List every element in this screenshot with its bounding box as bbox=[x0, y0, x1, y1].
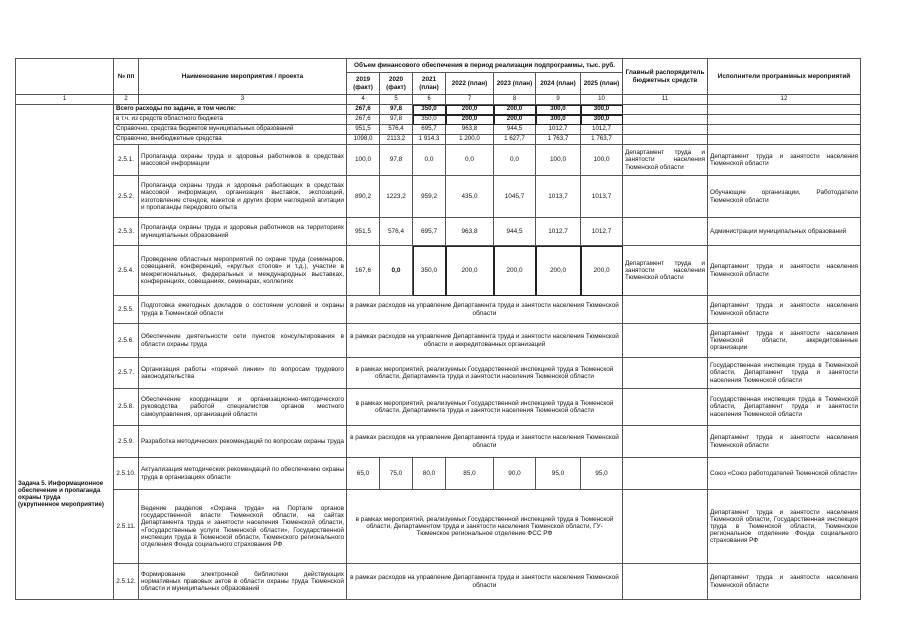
row-value: 200,0 bbox=[494, 246, 536, 296]
row-exec: Департамент труда и занятости населения Тюменской области bbox=[708, 564, 861, 600]
row-manager bbox=[623, 324, 708, 358]
row-exec: Союз «Союз работодателей Тюменской области» bbox=[708, 458, 861, 490]
row-manager: Департамент труда и занятости населения Тюменской области bbox=[623, 246, 708, 296]
row-num: 2.5.7. bbox=[114, 358, 139, 389]
header-funding: Объем финансового обеспечения в период реализации подпрограммы, тыс. руб. bbox=[347, 59, 623, 73]
summary-value: 200,0 bbox=[494, 105, 536, 115]
row-value: 963,8 bbox=[446, 218, 494, 246]
summary-value: 1 627,7 bbox=[494, 135, 536, 145]
row-exec: Департамент труда и занятости населения Тюменской области bbox=[708, 145, 861, 176]
row-value: 80,0 bbox=[413, 458, 446, 490]
table-row bbox=[16, 426, 861, 458]
summary-value: 300,0 bbox=[536, 115, 581, 125]
table-row bbox=[16, 296, 861, 324]
row-exec: Департамент труда и занятости населения Тюменской области bbox=[708, 296, 861, 324]
row-num: 2.5.6. bbox=[114, 324, 139, 358]
header-name: Наименование мероприятия / проекта bbox=[139, 59, 347, 95]
row-exec: Департамент труда и занятости населения Тюменской области bbox=[708, 246, 861, 296]
summary-label: в т.ч. из средств областного бюджета bbox=[114, 115, 347, 125]
row-num: 2.5.3. bbox=[114, 218, 139, 246]
column-number: 11 bbox=[623, 95, 708, 105]
row-exec: Обучающие организации, Работодатели Тюменской области bbox=[708, 176, 861, 218]
row-value: 1012,7 bbox=[536, 218, 581, 246]
row-num: 2.5.11. bbox=[114, 490, 139, 564]
row-manager bbox=[623, 458, 708, 490]
summary-value: 300,0 bbox=[536, 105, 581, 115]
row-value: 0,0 bbox=[446, 145, 494, 176]
summary-value: 200,0 bbox=[494, 115, 536, 125]
row-exec: Государственная инспекция труда в Тюменской области, Департамент труда и занятости населения Тюменской области bbox=[708, 358, 861, 389]
summary-value: 350,0 bbox=[413, 115, 446, 125]
table-row bbox=[16, 218, 861, 246]
row-value: 200,0 bbox=[536, 246, 581, 296]
funding-table bbox=[15, 58, 861, 600]
summary-value: 267,6 bbox=[347, 105, 380, 115]
row-name: Пропаганда охраны труда и здоровья работников в средствах массовой информации bbox=[139, 145, 347, 176]
row-span-note: в рамках расходов на управление Департамента труда и занятости населения Тюменской области bbox=[347, 564, 623, 600]
row-value: 200,0 bbox=[581, 246, 623, 296]
row-value: 97,8 bbox=[380, 145, 413, 176]
row-exec: Департамент труда и занятости населения Тюменской области, Государственная инспекция труда в Тюменской области, Тюменское региональное отделение Фонда социального страхования РФ bbox=[708, 490, 861, 564]
row-span-note: в рамках мероприятий, реализуемых Государственной инспекцией труда в Тюменской области, Департамента труда и занятости населения Тюменской области bbox=[347, 358, 623, 389]
row-name: Проведение областных мероприятий по охране труда (семинаров, совещаний, конференций, «круглых столов» и т.д.), участие в межрегиональных, федеральных и международных выставках, конференциях, совещаниях, семинарах, коллегиях bbox=[139, 246, 347, 296]
row-value: 0,0 bbox=[413, 145, 446, 176]
task-cell bbox=[16, 105, 114, 600]
year-header: 2025 (план) bbox=[581, 73, 623, 95]
column-number: 1 bbox=[16, 95, 114, 105]
summary-value: 200,0 bbox=[446, 115, 494, 125]
task-title: Задача 5. Информационное обеспечение и пропаганда охраны труда bbox=[18, 480, 104, 502]
row-num: 2.5.1. bbox=[114, 145, 139, 176]
table-row bbox=[16, 389, 861, 426]
row-num: 2.5.2. bbox=[114, 176, 139, 218]
summary-label: Справочно, внебюджетные средства bbox=[114, 135, 347, 145]
row-name: Пропаганда охраны труда и здоровья работников на территориях муниципальных образований bbox=[139, 218, 347, 246]
summary-value: 1 763,7 bbox=[581, 135, 623, 145]
column-number: 2 bbox=[114, 95, 139, 105]
row-name: Организация работы «горячей линии» по вопросам трудового законодательства bbox=[139, 358, 347, 389]
row-value: 1013,7 bbox=[581, 176, 623, 218]
row-exec: Департамент труда и занятости населения Тюменской области bbox=[708, 426, 861, 458]
table-row bbox=[16, 490, 861, 564]
row-manager bbox=[623, 218, 708, 246]
table-row bbox=[16, 358, 861, 389]
row-manager bbox=[623, 389, 708, 426]
row-value: 0,0 bbox=[380, 246, 413, 296]
summary-value: 97,8 bbox=[380, 115, 413, 125]
row-num: 2.5.10. bbox=[114, 458, 139, 490]
summary-value: 944,5 bbox=[494, 125, 536, 135]
summary-value: 951,5 bbox=[347, 125, 380, 135]
row-name: Формирование электронной библиотеки действующих нормативных правовых актов в области охраны труда Тюменской области и муниципальных образований bbox=[139, 564, 347, 600]
column-number: 9 bbox=[536, 95, 581, 105]
row-value: 350,0 bbox=[413, 246, 446, 296]
column-number: 8 bbox=[494, 95, 536, 105]
header-blank bbox=[16, 59, 114, 95]
summary-label: Всего расходы по задаче, в том числе: bbox=[114, 105, 347, 115]
summary-value: 300,0 bbox=[581, 105, 623, 115]
row-value: 95,0 bbox=[581, 458, 623, 490]
header-exec: Исполнители программных мероприятий bbox=[708, 59, 861, 95]
row-value: 90,0 bbox=[494, 458, 536, 490]
row-span-note: в рамках расходов на управление Департамента труда и занятости населения Тюменской области и аккредитованных организаций bbox=[347, 324, 623, 358]
row-value: 951,5 bbox=[347, 218, 380, 246]
column-number: 6 bbox=[413, 95, 446, 105]
row-num: 2.5.8. bbox=[114, 389, 139, 426]
row-value: 959,2 bbox=[413, 176, 446, 218]
row-name: Пропаганда охраны труда и здоровья работающих в средствах массовой информации, организация выставок, экспозиций, изготовление стендов, макетов и других форм наглядной агитации и пропаганды передового опыта bbox=[139, 176, 347, 218]
row-value: 1012,7 bbox=[581, 218, 623, 246]
row-value: 200,0 bbox=[446, 246, 494, 296]
summary-value: 695,7 bbox=[413, 125, 446, 135]
summary-value: 267,6 bbox=[347, 115, 380, 125]
row-value: 0,0 bbox=[494, 145, 536, 176]
column-number: 12 bbox=[708, 95, 861, 105]
row-exec: Государственная инспекция труда в Тюменской области, Департамент труда и занятости населения Тюменской области bbox=[708, 389, 861, 426]
row-span-note: в рамках мероприятий, реализуемых Государственной инспекцией труда в Тюменской области, Департаментом труда и занятости населения Тюменской области, ГУ- Тюменское региональное отделение ФСС РФ bbox=[347, 490, 623, 564]
column-number: 3 bbox=[139, 95, 347, 105]
row-value: 167,6 bbox=[347, 246, 380, 296]
year-header: 2023 (план) bbox=[494, 73, 536, 95]
row-value: 75,0 bbox=[380, 458, 413, 490]
column-number: 7 bbox=[446, 95, 494, 105]
row-value: 100,0 bbox=[581, 145, 623, 176]
summary-value: 300,0 bbox=[581, 115, 623, 125]
header-manager: Главный распорядитель бюджетных средств bbox=[623, 59, 708, 95]
row-manager bbox=[623, 296, 708, 324]
row-name: Подготовка ежегодных докладов о состоянии условий и охраны труда в Тюменской области bbox=[139, 296, 347, 324]
year-header: 2020 (факт) bbox=[380, 73, 413, 95]
year-header: 2022 (план) bbox=[446, 73, 494, 95]
task-note: (укрупненное мероприятие) bbox=[18, 501, 104, 509]
row-value: 695,7 bbox=[413, 218, 446, 246]
row-value: 890,2 bbox=[347, 176, 380, 218]
summary-value: 1012,7 bbox=[581, 125, 623, 135]
row-value: 1045,7 bbox=[494, 176, 536, 218]
table-row bbox=[16, 145, 861, 176]
year-header: 2024 (план) bbox=[536, 73, 581, 95]
summary-value: 350,0 bbox=[413, 105, 446, 115]
summary-value: 1 914,3 bbox=[413, 135, 446, 145]
row-exec: Администрации муниципальных образований bbox=[708, 218, 861, 246]
summary-value: 97,8 bbox=[380, 105, 413, 115]
header-num: № пп bbox=[114, 59, 139, 95]
row-span-note: в рамках расходов на управление Департамента труда и занятости населения Тюменской области bbox=[347, 296, 623, 324]
row-span-note: в рамках расходов на управление Департамента труда и занятости населения Тюменской области bbox=[347, 426, 623, 458]
row-value: 1013,7 bbox=[536, 176, 581, 218]
table-row bbox=[16, 176, 861, 218]
summary-value: 1098,0 bbox=[347, 135, 380, 145]
table-row bbox=[16, 324, 861, 358]
summary-label: Справочно, средства бюджетов муниципальных образований bbox=[114, 125, 347, 135]
year-header: 2021 (план) bbox=[413, 73, 446, 95]
summary-value: 1012,7 bbox=[536, 125, 581, 135]
row-name: Разработка методических рекомендаций по вопросам охраны труда bbox=[139, 426, 347, 458]
row-num: 2.5.4. bbox=[114, 246, 139, 296]
row-manager bbox=[623, 490, 708, 564]
row-span-note: в рамках мероприятий, реализуемых Государственной инспекцией труда в Тюменской области, Департамента труда и занятости населения Тюменской области bbox=[347, 389, 623, 426]
row-value: 1223,2 bbox=[380, 176, 413, 218]
row-manager bbox=[623, 358, 708, 389]
row-name: Обеспечение координации и организационно-методического руководства работой специалистов органов местного самоуправления, организаций области bbox=[139, 389, 347, 426]
column-number: 5 bbox=[380, 95, 413, 105]
row-value: 95,0 bbox=[536, 458, 581, 490]
row-name: Обеспечение деятельности сети пунктов консультирования в области охраны труда bbox=[139, 324, 347, 358]
summary-value: 200,0 bbox=[446, 105, 494, 115]
row-value: 100,0 bbox=[536, 145, 581, 176]
row-value: 65,0 bbox=[347, 458, 380, 490]
row-manager bbox=[623, 426, 708, 458]
row-value: 576,4 bbox=[380, 218, 413, 246]
row-num: 2.5.9. bbox=[114, 426, 139, 458]
column-number: 10 bbox=[581, 95, 623, 105]
row-manager bbox=[623, 176, 708, 218]
row-value: 85,0 bbox=[446, 458, 494, 490]
summary-value: 963,8 bbox=[446, 125, 494, 135]
table-row bbox=[16, 246, 861, 296]
table-row bbox=[16, 458, 861, 490]
summary-value: 1 200,0 bbox=[446, 135, 494, 145]
row-num: 2.5.5. bbox=[114, 296, 139, 324]
column-number: 4 bbox=[347, 95, 380, 105]
year-header: 2019 (факт) bbox=[347, 73, 380, 95]
summary-value: 1 763,7 bbox=[536, 135, 581, 145]
row-value: 435,0 bbox=[446, 176, 494, 218]
row-name: Актуализация методических рекомендаций по обеспечению охраны труда в организациях области bbox=[139, 458, 347, 490]
row-num: 2.5.12. bbox=[114, 564, 139, 600]
row-value: 100,0 bbox=[347, 145, 380, 176]
summary-value: 2113,2 bbox=[380, 135, 413, 145]
summary-value: 576,4 bbox=[380, 125, 413, 135]
row-name: Ведение разделов «Охрана труда» на Портале органов государственной власти Тюменской области, на сайтах Департамента труда и занятости населения Тюменской области, «Государственные услуги Тюменской области», Государственной инспекции труда в Тюменской области, Тюменского регионального отделения Фонда социального страхования РФ bbox=[139, 490, 347, 564]
row-manager: Департамент труда и занятости населения Тюменской области bbox=[623, 145, 708, 176]
row-exec: Департамент труда и занятости населения Тюменской области, аккредитованные организации bbox=[708, 324, 861, 358]
row-value: 944,5 bbox=[494, 218, 536, 246]
table-row bbox=[16, 564, 861, 600]
row-manager bbox=[623, 564, 708, 600]
